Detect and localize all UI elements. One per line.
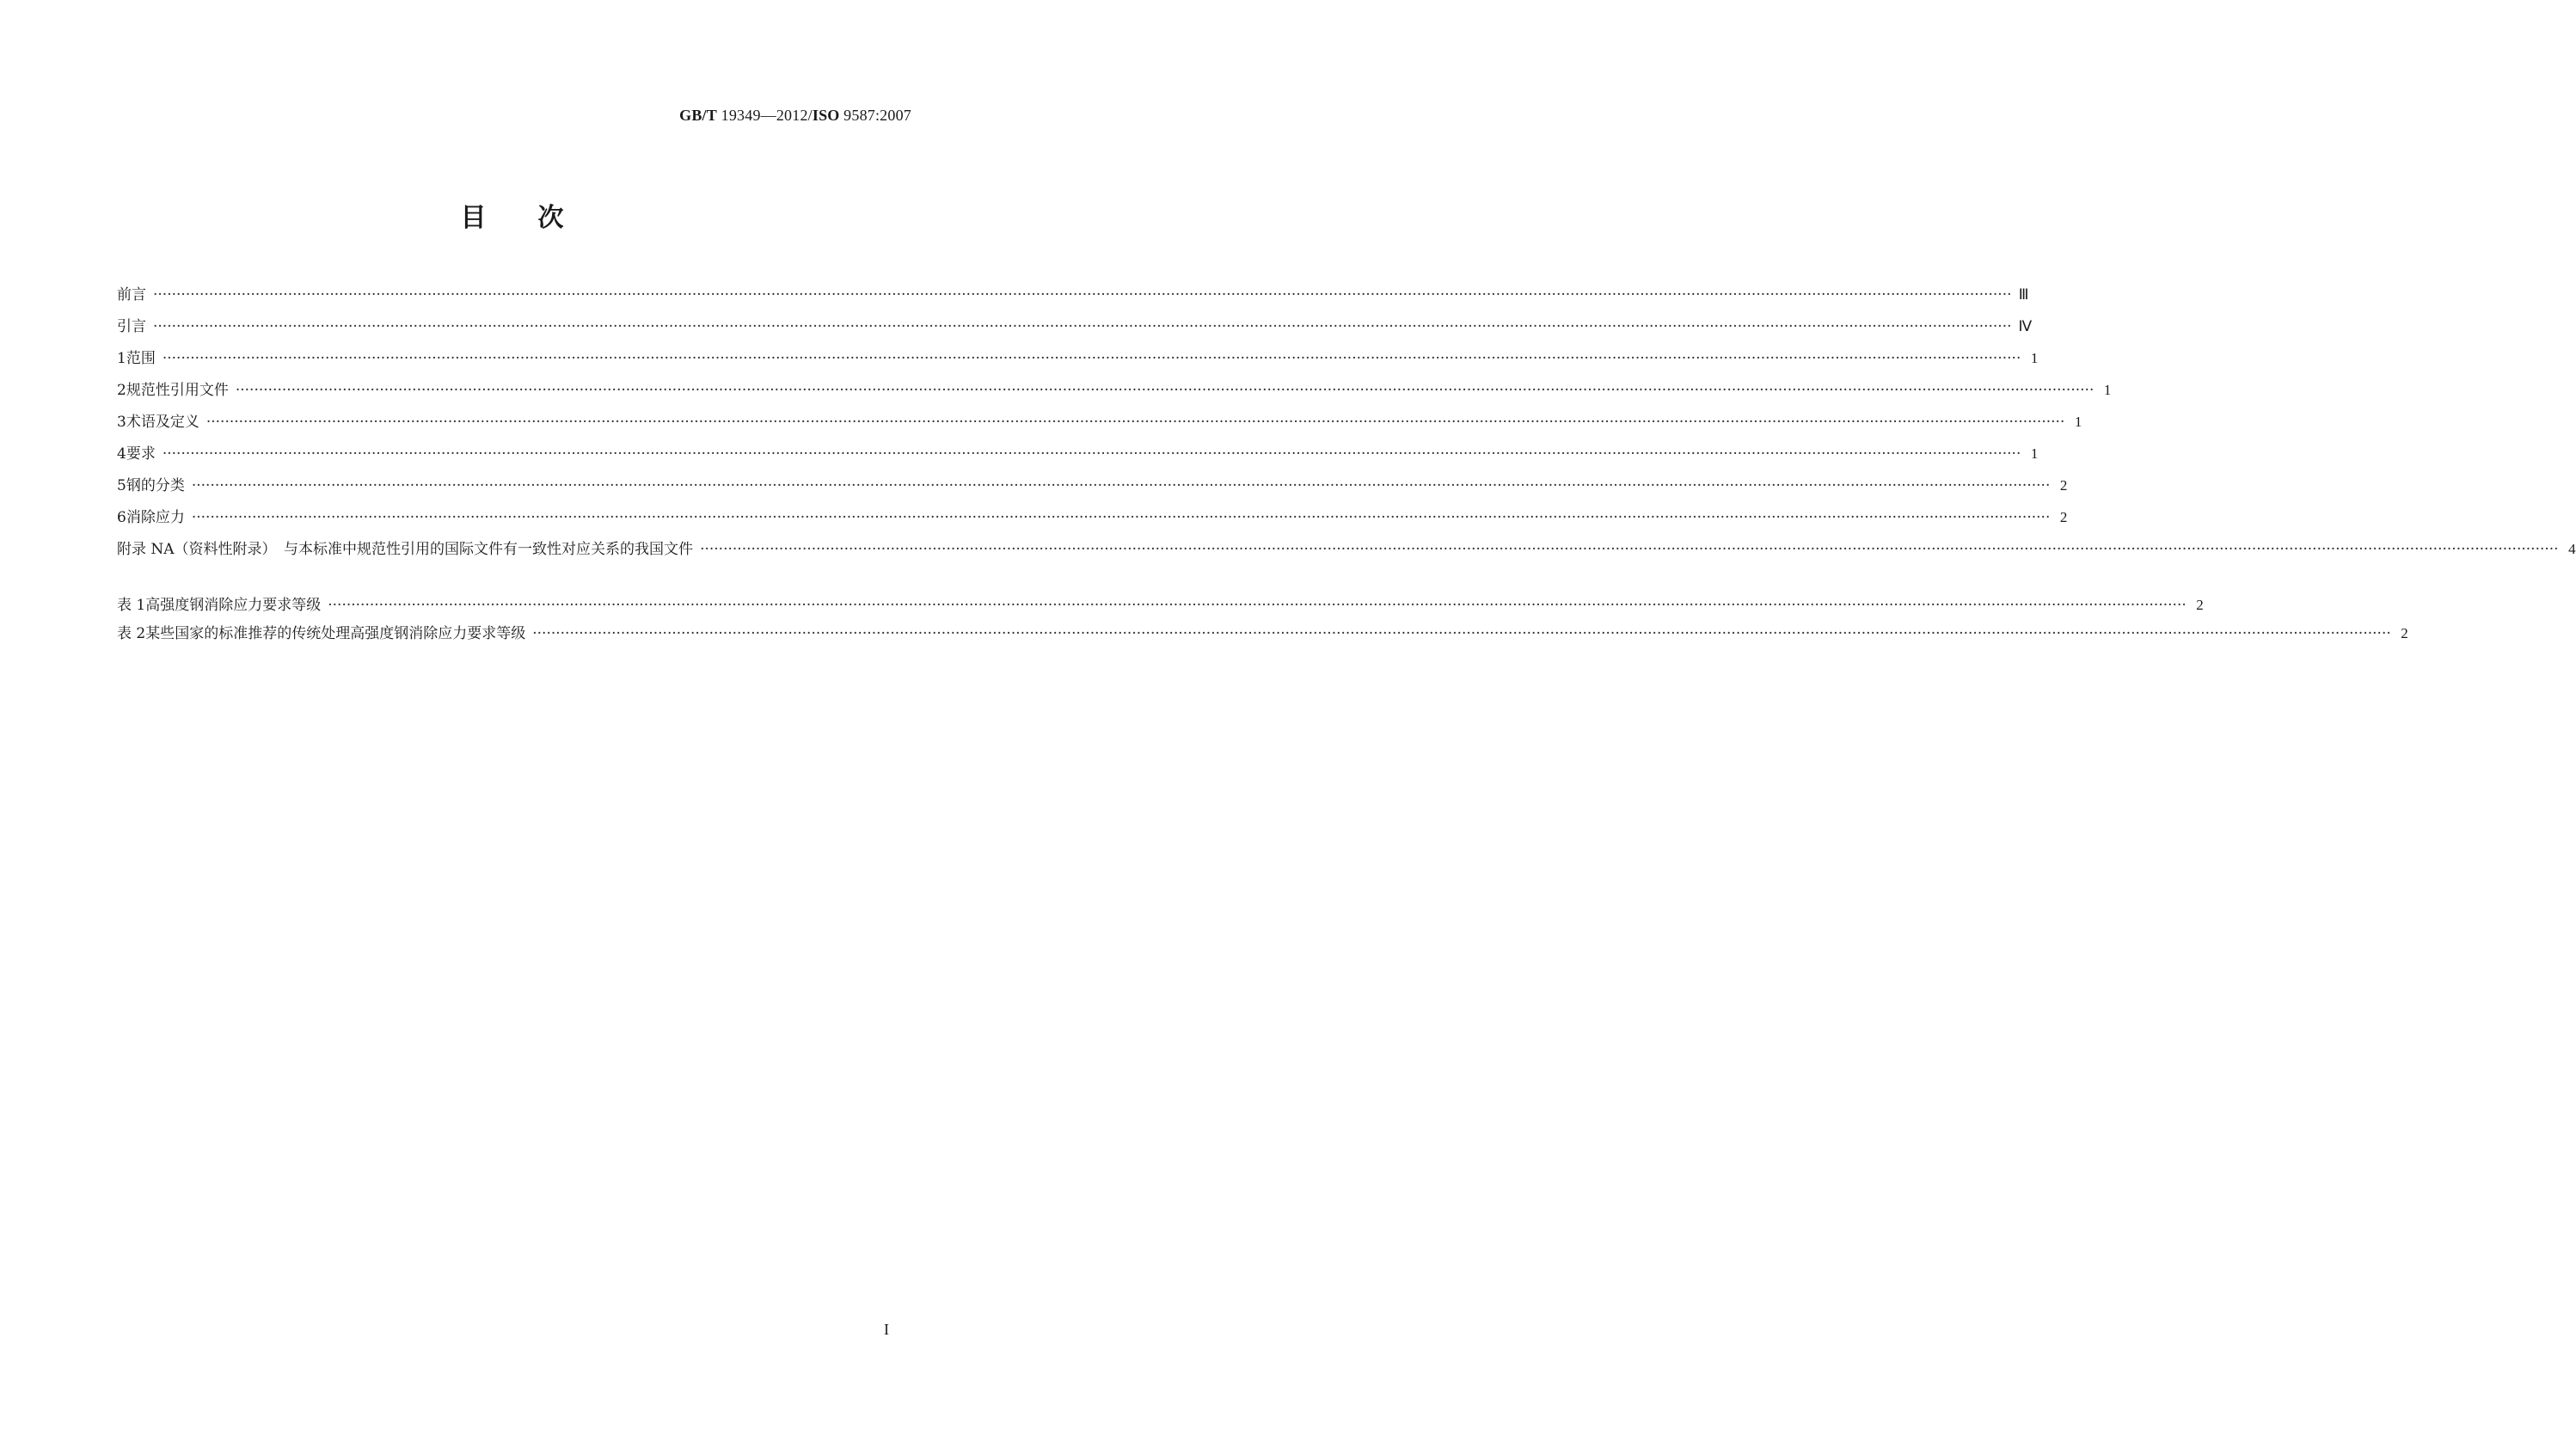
- toc-leader-dots: ················································································································································································································································································································································································································: [162, 445, 2021, 463]
- toc-entry[interactable]: [117, 469, 2068, 501]
- toc-entry-label: 前言: [117, 286, 146, 304]
- toc-entry-number: 4: [117, 445, 126, 463]
- toc-entry-page: 2: [2059, 477, 2068, 494]
- toc-leader-dots: ················································································································································································································································································································································································································: [162, 350, 2021, 367]
- toc-leader-dots: ················································································································································································································································································································································································································: [235, 382, 2095, 399]
- toc-entry-page: 1: [2030, 445, 2039, 462]
- toc-entry-label: 要求: [126, 445, 156, 463]
- toc-leader-dots: ················································································································································································································································································································································································································: [153, 286, 2012, 304]
- std-gb-number: 19349—2012/: [716, 107, 813, 124]
- toc-leader-dots: ················································································································································································································································································································································································································: [532, 625, 2391, 642]
- toc-entry-page: 2: [2059, 509, 2068, 525]
- toc-entry[interactable]: [117, 438, 2039, 469]
- table-list-entry[interactable]: [117, 591, 2204, 619]
- toc-entry-number: 3: [117, 414, 126, 431]
- toc-entry-page: 4: [2568, 541, 2576, 557]
- toc-entry[interactable]: [117, 279, 2029, 310]
- table-of-contents: [117, 279, 2576, 647]
- toc-entry[interactable]: [117, 501, 2068, 533]
- toc-entry-page: 1: [2074, 414, 2082, 430]
- toc-entry-page: Ⅳ: [2018, 318, 2033, 334]
- table-list-label: 某些国家的标准推荐的传统处理高强度钢消除应力要求等级: [145, 625, 526, 642]
- toc-entry-page: 1: [2103, 382, 2112, 398]
- toc-leader-dots: ················································································································································································································································································································································································································: [191, 509, 2051, 526]
- toc-entry-label: 消除应力: [126, 509, 185, 526]
- table-list-number: 表 1: [117, 597, 146, 614]
- toc-entry-label: 范围: [126, 350, 156, 367]
- toc-entry-number: 5: [117, 477, 126, 494]
- table-list-entry[interactable]: [117, 619, 2408, 647]
- toc-entry[interactable]: [117, 342, 2039, 374]
- page-title: 目次: [460, 203, 616, 233]
- table-list-page: 2: [2196, 597, 2204, 613]
- toc-entry-label: 规范性引用文件: [126, 382, 229, 399]
- standard-code: [679, 107, 911, 125]
- std-iso-prefix: ISO: [812, 107, 840, 124]
- toc-leader-dots: ················································································································································································································································································································································································································: [700, 541, 2559, 558]
- std-gb-prefix: GB/T: [679, 107, 717, 124]
- std-iso-number: 9587:2007: [839, 107, 911, 124]
- table-list-label: 高强度钢消除应力要求等级: [145, 597, 322, 614]
- table-list-page: 2: [2401, 625, 2408, 641]
- toc-entry-page: Ⅲ: [2018, 286, 2029, 303]
- toc-entry-number: 6: [117, 509, 126, 526]
- toc-entry-annex[interactable]: [117, 533, 2576, 565]
- table-list-number: 表 2: [117, 625, 146, 642]
- toc-leader-dots: ················································································································································································································································································································································································································: [153, 318, 2012, 335]
- toc-leader-dots: ················································································································································································································································································································································································································: [328, 597, 2187, 614]
- toc-entry-label: 钢的分类: [126, 477, 185, 494]
- page-number: I: [884, 1321, 889, 1338]
- section-gap: [117, 565, 911, 591]
- toc-entry[interactable]: [117, 406, 2082, 438]
- toc-entry[interactable]: [117, 374, 2112, 406]
- toc-entry[interactable]: [117, 310, 2033, 342]
- toc-entry-number: 2: [117, 382, 126, 399]
- toc-entry-label: 附录 NA（资料性附录） 与本标准中规范性引用的国际文件有一致性对应关系的我国文件: [117, 541, 694, 558]
- toc-leader-dots: ················································································································································································································································································································································································································: [205, 414, 2065, 431]
- toc-entry-label: 引言: [117, 318, 146, 335]
- toc-entry-label: 术语及定义: [126, 414, 199, 431]
- toc-entry-number: 1: [117, 350, 126, 367]
- toc-entry-page: 1: [2030, 350, 2039, 366]
- toc-leader-dots: ················································································································································································································································································································································································································: [191, 477, 2051, 494]
